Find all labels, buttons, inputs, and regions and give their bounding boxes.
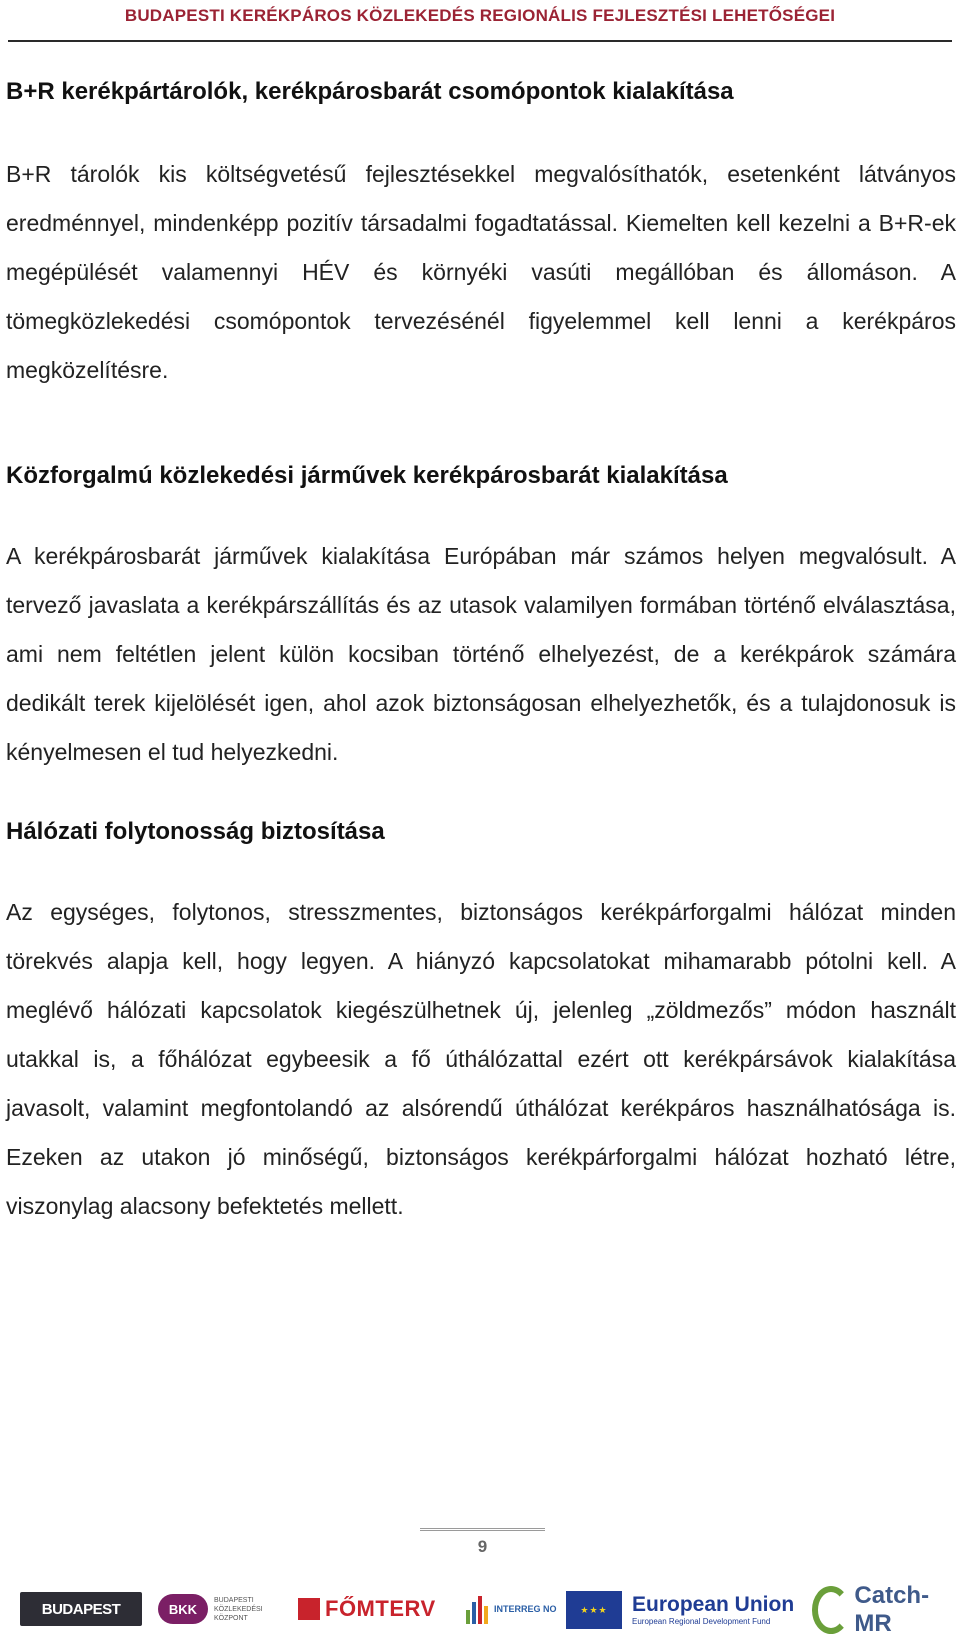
fomterv-mark-icon: [298, 1598, 320, 1620]
running-header: BUDAPESTI KERÉKPÁROS KÖZLEKEDÉS REGIONÁLIS FEJLESZTÉSI LEHETŐSÉGEI: [124, 6, 836, 25]
fomterv-logo-text: FŐMTERV: [325, 1596, 436, 1621]
bkk-logo-mark: BKK: [158, 1594, 208, 1624]
budapest-logo-text: BUDAPEST: [41, 1600, 121, 1618]
fomterv-logo: [298, 1592, 436, 1626]
eu-logo-title: European Union: [632, 1593, 795, 1616]
catch-mr-logo-text: Catch-MR: [854, 1582, 930, 1637]
section-body-public-transport: A kerékpárosbarát járművek kialakítása Európában már számos helyen megvalósult. A tervező javaslata a kerékpárszállítás és az utasok valamilyen formában történő elválasztása, ami nem feltétlen jelent külön kocsiban történő elhelyezést, de a kerékpárok számára dedikált terek kijelölését igen, ahol azok biztonságosan elhelyezhetők, és a tulajdonosuk is kényelmesen el tud helyezkedni.: [6, 543, 956, 765]
budapest-logo: [20, 1592, 142, 1626]
section-heading-public-transport: Közforgalmú közlekedési járművek kerékpárosbarát kialakítása: [6, 462, 728, 489]
eu-logo: [566, 1586, 794, 1634]
eu-logo-subtitle: European Regional Development Fund: [632, 1617, 771, 1626]
eu-flag-icon: ★★★: [566, 1591, 622, 1629]
catch-mr-swirl-icon: [812, 1586, 850, 1634]
section-heading-network-continuity: Hálózati folytonosság biztosítása: [6, 818, 385, 845]
section-body-network-continuity: Az egységes, folytonos, stresszmentes, biztonságos kerékpárforgalmi hálózat minden törekvés alapja kell, hogy legyen. A hiányzó kapcsolatokat mihamarabb pótolni kell. A meglévő hálózati kapcsolatok kiegészülhetnek új, jelenleg „zöldmezős” módon használt utakkal is, a főhálózat egybeesik a fő úthálózattal ezért ott kerékpársávok kialakítása javasolt, valamint megfontolandó az alsórendű úthálózat kerékpáros használhatósága is. Ezeken az utakon jó minőségű, biztonságos kerékpárforgalmi hálózat hozható létre, viszonylag alacsony befektetés mellett.: [6, 899, 956, 1219]
bkk-logo: [158, 1586, 270, 1632]
interreg-logo-text: INTERREG NO: [494, 1604, 557, 1614]
section-heading-br-storage: B+R kerékpártárolók, kerékpárosbarát csomópontok kialakítása: [6, 78, 734, 105]
bkk-logo-caption: BUDAPESTI KÖZLEKEDÉSI KÖZPONT: [214, 1596, 263, 1622]
page-number: 9: [477, 1537, 488, 1556]
footer-logo-strip: [0, 1578, 960, 1640]
catch-mr-logo: [812, 1582, 960, 1638]
page-number-rule: [420, 1528, 545, 1531]
section-body-br-storage: B+R tárolók kis költségvetésű fejlesztésekkel megvalósíthatók, esetenként látványos eredménnyel, mindenképp pozitív társadalmi fogadtatással. Kiemelten kell kezelni a B+R-ek megépülését valamennyi HÉV és környéki vasúti megállóban és állomáson. A tömegközlekedési csomópontok tervezésénél figyelemmel kell lenni a kerékpáros megközelítésre.: [6, 161, 956, 383]
header-divider: [8, 40, 952, 42]
interreg-logo: [466, 1590, 557, 1628]
interreg-bars-icon: [466, 1594, 490, 1624]
